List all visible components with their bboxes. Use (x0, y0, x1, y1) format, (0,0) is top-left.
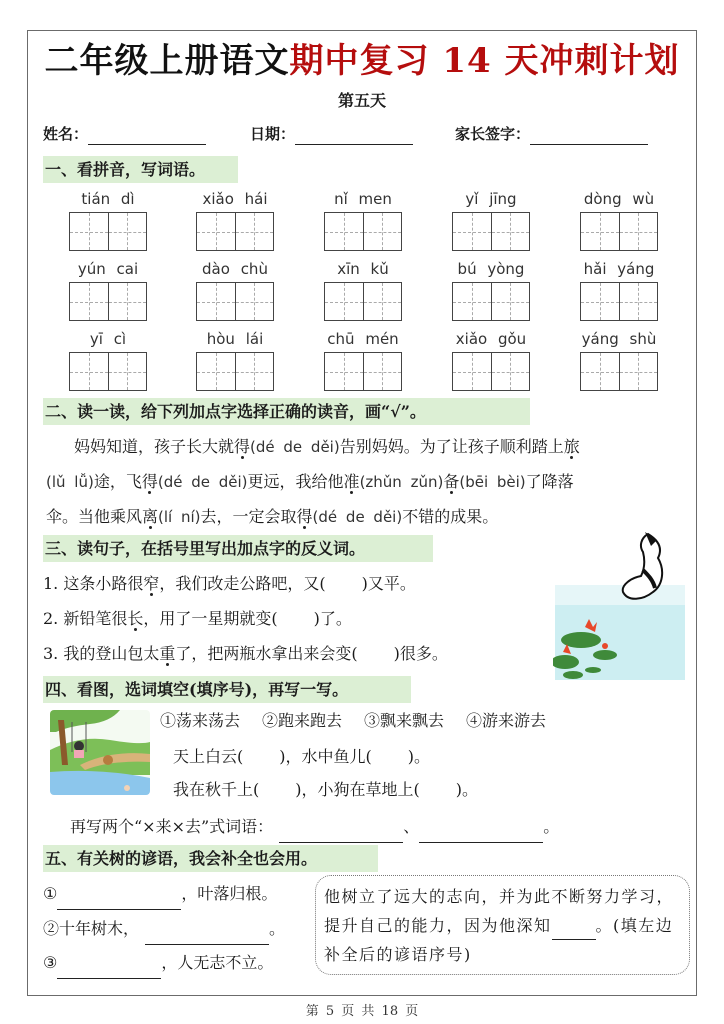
pinyin-choices[interactable]: (dé de děi) (250, 438, 340, 456)
proverb-2 (43, 913, 285, 945)
writing-cell[interactable] (619, 283, 658, 320)
proverb-3 (43, 947, 273, 979)
title-black-part: 二年级上册语文 (44, 41, 290, 81)
writing-cell[interactable] (108, 353, 147, 390)
writing-cell[interactable] (581, 213, 619, 250)
pinyin-label: hǎi yáng (583, 260, 655, 278)
writing-cell[interactable] (235, 213, 274, 250)
text: )，小狗在草地上( (295, 780, 420, 799)
pinyin-item (324, 188, 402, 251)
page-title (0, 38, 724, 84)
writing-cell[interactable] (491, 213, 530, 250)
text: 。 (543, 817, 560, 836)
pinyin-choices[interactable]: (lí ní) (158, 508, 201, 526)
writing-cell[interactable] (325, 283, 363, 320)
dotted-char: 准 (343, 472, 360, 491)
parent-signature-label: 家长签字： (455, 125, 531, 143)
writing-cell[interactable] (197, 213, 235, 250)
answer-blank[interactable] (145, 929, 269, 945)
item-number: 1. (43, 574, 59, 593)
date-field[interactable] (250, 123, 413, 145)
item-number: ② (43, 919, 60, 938)
pinyin-label: yī cì (89, 330, 127, 348)
text: 途，飞 (93, 472, 142, 491)
writing-grid[interactable] (196, 212, 274, 251)
text: 这条小路很 (63, 574, 144, 593)
writing-cell[interactable] (581, 283, 619, 320)
writing-grid[interactable] (69, 282, 147, 321)
item-number: ① (43, 884, 58, 903)
section4-heading: 四、看图，选词填空(填序号)，再写一写。 (43, 676, 411, 703)
writing-cell[interactable] (491, 353, 530, 390)
writing-grid[interactable] (580, 352, 658, 391)
pinyin-item (69, 188, 147, 251)
writing-cell[interactable] (619, 353, 658, 390)
text: 不错的成果。 (402, 507, 499, 526)
writing-grid[interactable] (69, 352, 147, 391)
text: )。 (455, 780, 478, 799)
pinyin-item (196, 188, 274, 251)
date-blank[interactable] (295, 129, 413, 145)
writing-grid[interactable] (196, 282, 274, 321)
fish-pond-illustration (553, 530, 693, 680)
pinyin-label: xiǎo hái (202, 190, 268, 208)
option-4: ④游来游去 (466, 711, 547, 730)
name-field[interactable] (43, 123, 206, 145)
item-number: ③ (43, 953, 58, 972)
section5-heading: 五、有关树的谚语，我会补全也会用。 (43, 845, 378, 872)
text: ，我们改走公路吧，又( (159, 574, 326, 593)
text: 。 (269, 919, 286, 938)
name-label: 姓名： (43, 125, 89, 143)
text: ，叶落归根。 (181, 884, 278, 903)
pinyin-item (324, 258, 402, 321)
writing-cell[interactable] (70, 353, 108, 390)
section1-heading: 一、看拼音，写词语。 (43, 156, 238, 183)
writing-cell[interactable] (108, 283, 147, 320)
reading-line-3 (46, 500, 498, 534)
writing-grid[interactable] (452, 282, 530, 321)
writing-grid[interactable] (580, 282, 658, 321)
writing-cell[interactable] (581, 353, 619, 390)
item-number: 2. (43, 609, 59, 628)
writing-cell[interactable] (453, 213, 491, 250)
text: )又平。 (361, 574, 416, 593)
pinyin-item (580, 258, 658, 321)
text: 去，一定会取 (200, 507, 297, 526)
day-subtitle: 第五天 (337, 91, 386, 110)
writing-cell[interactable] (619, 213, 658, 250)
pinyin-label: nǐ men (334, 190, 392, 208)
pinyin-item (452, 328, 530, 391)
text: 他树立了远大的志向，并为此不断努力学习，提升自己的能力，因为他深知 (324, 887, 675, 935)
dotted-char: 窄 (143, 574, 160, 593)
option-1: ①荡来荡去 (160, 711, 241, 730)
pinyin-item (452, 258, 530, 321)
antonym-item-1 (43, 568, 416, 600)
dotted-char: 离 (142, 507, 159, 526)
date-label: 日期： (250, 125, 296, 143)
writing-grid[interactable] (580, 212, 658, 251)
answer-blank[interactable] (57, 963, 161, 979)
text: ，人无志不立。 (161, 953, 274, 972)
fill-line-1 (173, 741, 430, 773)
pinyin-label: chū mén (327, 330, 399, 348)
writing-cell[interactable] (108, 213, 147, 250)
pinyin-item (580, 328, 658, 391)
writing-cell[interactable] (453, 353, 491, 390)
text: 告别妈妈。为了让孩子顺利踏上 (339, 437, 564, 456)
pinyin-item (196, 328, 274, 391)
section3-heading: 三、读句子，在括号里写出加点字的反义词。 (43, 535, 433, 562)
pinyin-item (452, 188, 530, 251)
pinyin-label: xiǎo gǒu (455, 330, 527, 348)
text: 妈妈知道，孩子长大就 (74, 437, 235, 456)
dotted-char: 得 (296, 507, 313, 526)
section2-heading: 二、读一读，给下列加点字选择正确的读音，画“√”。 (43, 398, 530, 425)
text: 我在秋千上( (173, 780, 260, 799)
pinyin-label: yún cai (77, 260, 139, 278)
pinyin-item (196, 258, 274, 321)
text: )，水中鱼儿( (279, 747, 372, 766)
writing-cell[interactable] (70, 283, 108, 320)
text: 更远，我给他 (247, 472, 344, 491)
writing-grid[interactable] (452, 352, 530, 391)
antonym-item-2 (43, 603, 352, 635)
writing-cell[interactable] (363, 353, 402, 390)
fill-line-2 (173, 774, 478, 806)
answer-blank[interactable] (419, 827, 543, 843)
writing-cell[interactable] (70, 213, 108, 250)
dotted-char: 得 (234, 437, 251, 456)
pinyin-label: yǐ jīng (465, 190, 517, 208)
name-blank[interactable] (88, 129, 206, 145)
writing-cell[interactable] (235, 353, 274, 390)
option-2: ②跑来跑去 (262, 711, 343, 730)
writing-cell[interactable] (363, 213, 402, 250)
text: 了降落 (525, 472, 574, 491)
pinyin-label: yáng shù (581, 330, 657, 348)
answer-blank[interactable] (552, 924, 596, 940)
text: )很多。 (393, 644, 448, 663)
text: 天上白云( (173, 747, 244, 766)
writing-cell[interactable] (325, 353, 363, 390)
writing-cell[interactable] (453, 283, 491, 320)
text: 十年树木， (59, 919, 140, 938)
text: )了。 (313, 609, 352, 628)
answer-blank[interactable] (279, 827, 403, 843)
proverb-usage-box (315, 875, 690, 975)
text: 。(填左边补全后的谚语序号) (324, 916, 674, 964)
writing-grid[interactable] (69, 212, 147, 251)
pinyin-choices[interactable]: (zhǔn zǔn) (359, 473, 444, 491)
writing-grid[interactable] (324, 212, 402, 251)
answer-blank[interactable] (57, 894, 181, 910)
pinyin-item (580, 188, 658, 251)
text: 伞。当他乘风 (46, 507, 143, 526)
writing-grid[interactable] (324, 282, 402, 321)
antonym-item-3 (43, 638, 448, 670)
parent-signature-field[interactable] (455, 123, 648, 145)
writing-cell[interactable] (197, 353, 235, 390)
dotted-char: 旅 (563, 437, 580, 456)
option-3: ③飘来飘去 (364, 711, 445, 730)
pinyin-item (69, 258, 147, 321)
text: 再写两个“×来×去”式词语： (70, 817, 274, 836)
reading-line-2 (46, 465, 574, 499)
writing-cell[interactable] (491, 283, 530, 320)
write-more-line (70, 811, 559, 843)
pinyin-label: xīn kǔ (337, 260, 389, 278)
dotted-char: 备 (443, 472, 460, 491)
pinyin-choices[interactable]: (dé de děi) (312, 508, 403, 526)
park-swing-illustration (50, 710, 150, 795)
pinyin-label: dòng wù (583, 190, 655, 208)
pinyin-label: dào chù (202, 260, 268, 278)
reading-line-1 (74, 430, 580, 464)
text: )。 (407, 747, 430, 766)
pinyin-choices[interactable]: (lǔ lǚ) (46, 473, 94, 491)
title-red-part: 期中复习 14 天冲刺计划 (289, 41, 680, 81)
page-number: 第 5 页 共 18 页 (305, 1004, 419, 1019)
parent-signature-blank[interactable] (530, 129, 648, 145)
pinyin-label: bú yòng (457, 260, 525, 278)
writing-cell[interactable] (363, 283, 402, 320)
text: 、 (403, 817, 420, 836)
item-number: 3. (43, 644, 59, 663)
text: ，用了一星期就变( (143, 609, 278, 628)
word-options (160, 705, 546, 737)
writing-cell[interactable] (197, 283, 235, 320)
dotted-char: 长 (127, 609, 144, 628)
writing-grid[interactable] (196, 352, 274, 391)
writing-grid[interactable] (452, 212, 530, 251)
dotted-char: 得 (141, 472, 158, 491)
writing-cell[interactable] (235, 283, 274, 320)
pinyin-choices[interactable]: (bēi bèi) (459, 473, 526, 491)
pinyin-choices[interactable]: (dé de děi) (157, 473, 248, 491)
pinyin-item (324, 328, 402, 391)
text: 新铅笔很 (63, 609, 128, 628)
pinyin-label: hòu lái (206, 330, 264, 348)
pinyin-item (69, 328, 147, 391)
text: 我的登山包太 (63, 644, 160, 663)
writing-grid[interactable] (324, 352, 402, 391)
text: 了，把两瓶水拿出来会变( (175, 644, 358, 663)
dotted-char: 重 (159, 644, 176, 663)
pinyin-label: tián dì (81, 190, 135, 208)
proverb-1 (43, 878, 277, 910)
writing-cell[interactable] (325, 213, 363, 250)
